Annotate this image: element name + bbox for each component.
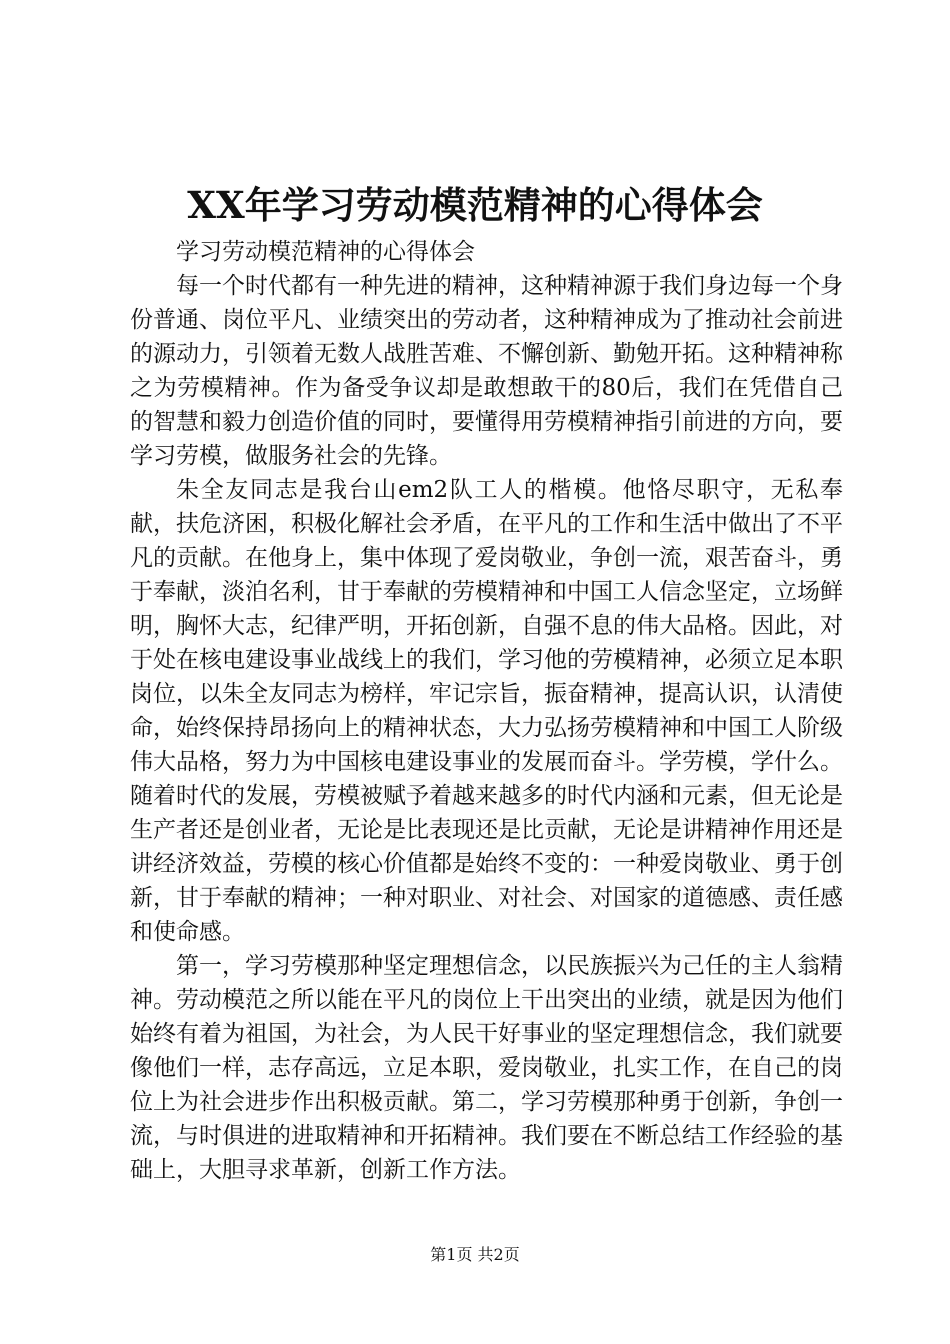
- paragraph-1: 每一个时代都有一种先进的精神，这种精神源于我们身边每一个身份普通、岗位平凡、业绩突出的劳动者，这种精神成为了推动社会前进的源动力，引领着无数人战胜苦难、不懈创新、勤勉开拓。这种精神称之为劳模精神。作为备受争议却是敢想敢干的80后，我们在凭借自己的智慧和毅力创造价值的同时，要懂得用劳模精神指引前进的方向，要学习劳模，做服务社会的先锋。: [130, 273, 843, 469]
- paragraph-2: 朱全友同志是我台山em2队工人的楷模。他恪尽职守，无私奉献，扶危济困，积极化解社会矛盾，在平凡的工作和生活中做出了不平凡的贡献。在他身上，集中体现了爱岗敬业，争创一流，艰苦奋斗，勇于奉献，淡泊名利，甘于奉献的劳模精神和中国工人信念坚定，立场鲜明，胸怀大志，纪律严明，开拓创新，自强不息的伟大品格。因此，对于处在核电建设事业战线上的我们，学习他的劳模精神，必须立足本职岗位，以朱全友同志为榜样，牢记宗旨，振奋精神，提高认识，认清使命，始终保持昂扬向上的精神状态，大力弘扬劳模精神和中国工人阶级伟大品格，努力为中国核电建设事业的发展而奋斗。学劳模，学什么。随着时代的发展，劳模被赋予着越来越多的时代内涵和元素，但无论是生产者还是创业者，无论是比表现还是比贡献，无论是讲精神作用还是讲经济效益，劳模的核心价值都是始终不变的：一种爱岗敬业、勇于创新，甘于奉献的精神；一种对职业、对社会、对国家的道德感、责任感和使命感。: [130, 477, 843, 945]
- document-body: [130, 235, 843, 1187]
- paragraph-3: 第一，学习劳模那种坚定理想信念，以民族振兴为己任的主人翁精神。劳动模范之所以能在平凡的岗位上干出突出的业绩，就是因为他们始终有着为祖国，为社会，为人民干好事业的坚定理想信念，我们就要像他们一样，志存高远，立足本职，爱岗敬业，扎实工作，在自己的岗位上为社会进步作出积极贡献。第二，学习劳模那种勇于创新，争创一流，与时俱进的进取精神和开拓精神。我们要在不断总结工作经验的基础上，大胆寻求革新，创新工作方法。: [130, 953, 843, 1183]
- document-subtitle: 学习劳动模范精神的心得体会: [176, 239, 475, 265]
- document-title: XX年学习劳动模范精神的心得体会: [187, 183, 763, 227]
- page-footer: 第1页 共2页: [430, 1245, 520, 1264]
